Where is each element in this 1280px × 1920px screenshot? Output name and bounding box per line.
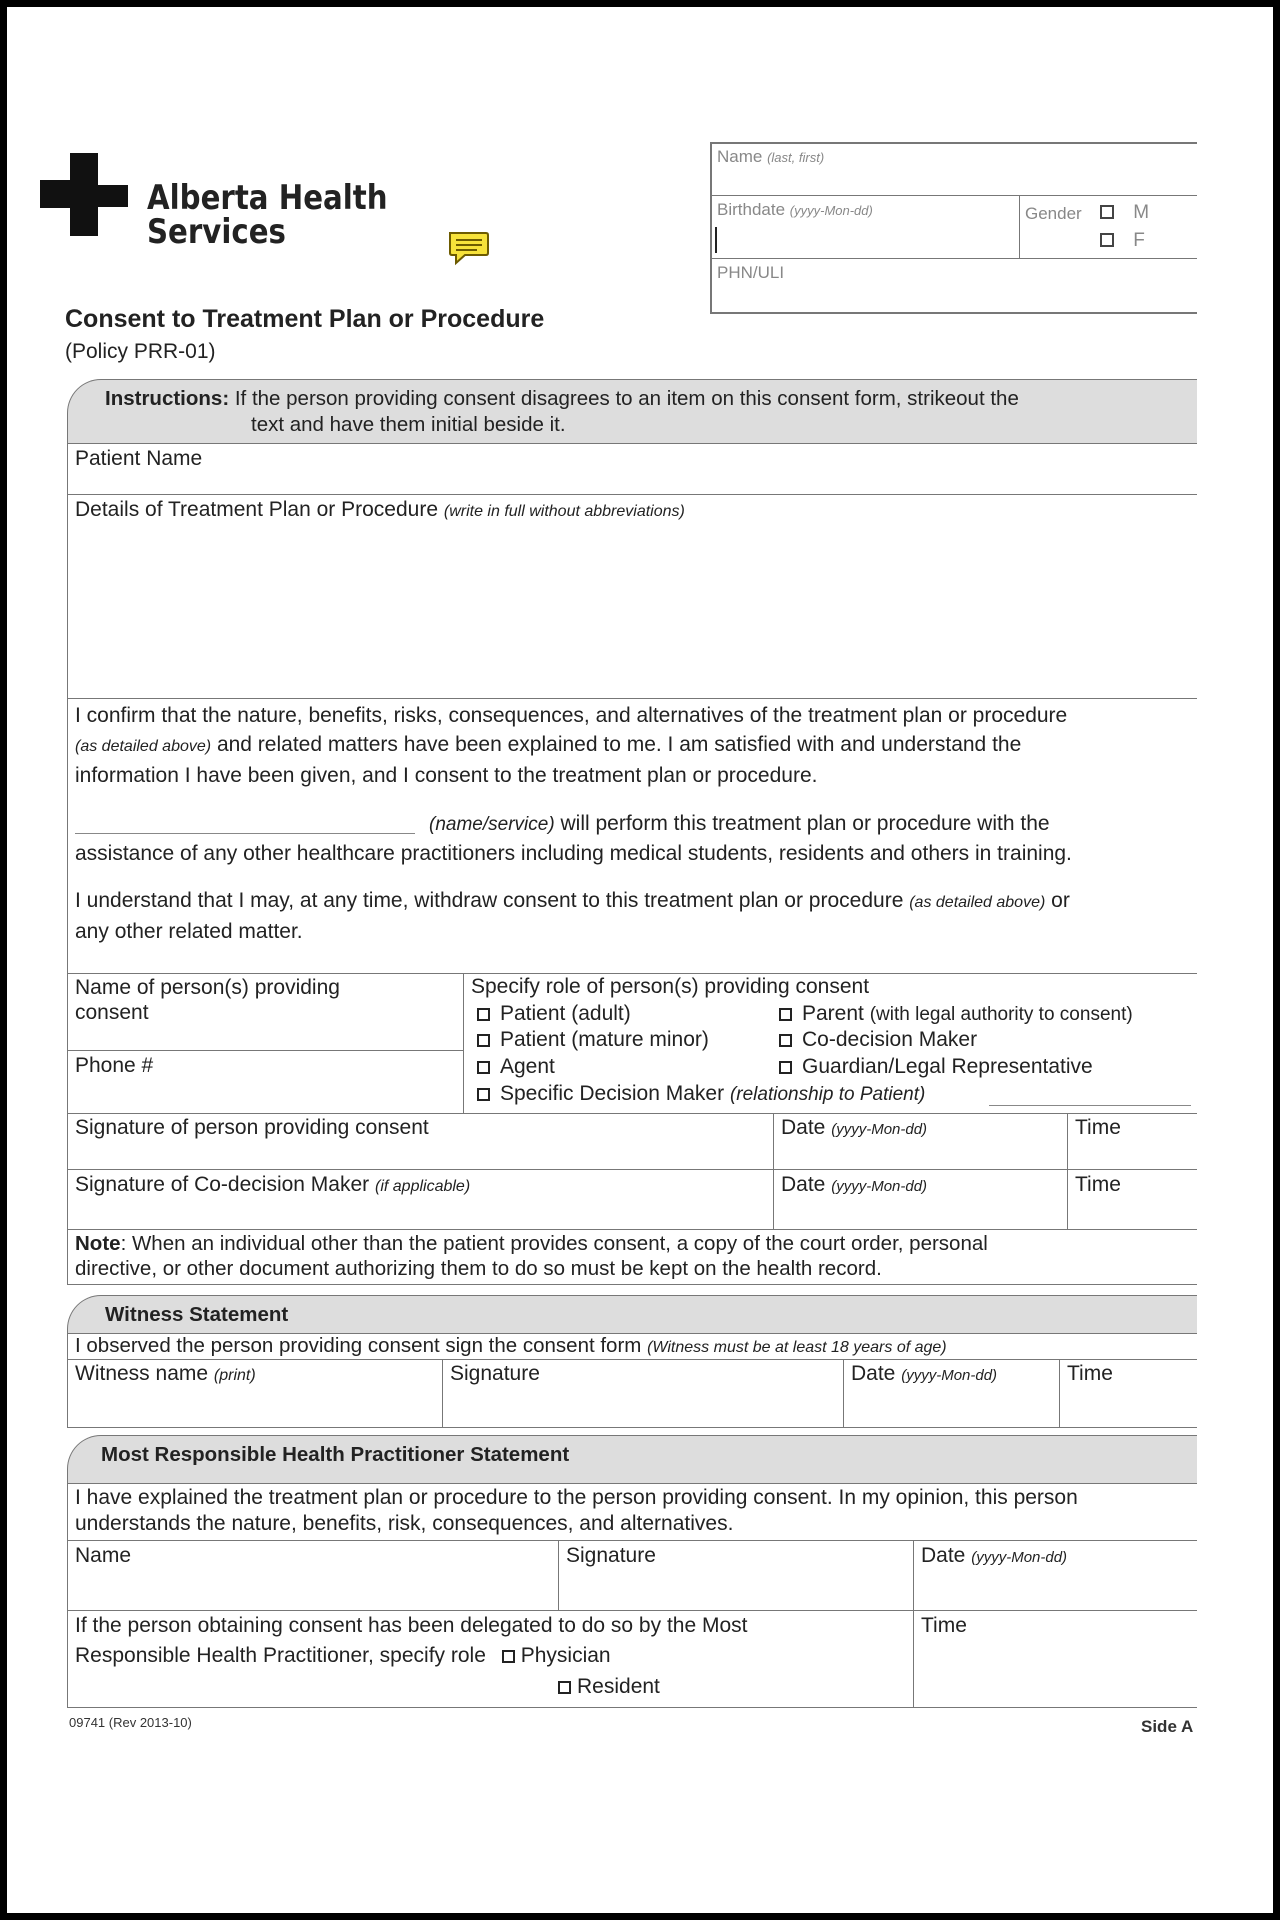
witness-date-hint: (yyyy-Mon-dd) [901, 1367, 998, 1384]
consent-name-line1: Name of person(s) providing [75, 976, 340, 999]
birthdate-label: Birthdate [717, 200, 786, 219]
gender-f-option[interactable] [1100, 230, 1145, 252]
role-specific-decision-maker[interactable] [477, 1082, 925, 1106]
side-label: Side A [1141, 1717, 1194, 1736]
mrhp-signature-field[interactable]: Signature [566, 1544, 656, 1567]
consent-signature-field[interactable]: Signature of person providing consent [75, 1116, 429, 1139]
delegated-line2: Responsible Health Practitioner, specify role [75, 1644, 486, 1667]
comment-icon[interactable] [447, 229, 489, 271]
withdraw-line2: any other related matter. [75, 920, 303, 943]
delegated-paragraph [75, 1611, 747, 1671]
phone-field[interactable]: Phone # [75, 1054, 154, 1077]
codecision-hint: (if applicable) [375, 1178, 471, 1195]
mrhp-name-field[interactable]: Name [75, 1544, 132, 1567]
instructions-line2: text and have them initial beside it. [251, 413, 566, 436]
date-hint: (yyyy-Mon-dd) [831, 1121, 928, 1138]
guardian-label: Guardian/Legal Representative [802, 1055, 1093, 1078]
confirm-line2: and related matters have been explained to me. I am satisfied with and understand the [216, 733, 1022, 756]
withdraw-paragraph [75, 886, 1070, 946]
note-paragraph [75, 1231, 988, 1281]
codecision-signature-field[interactable] [75, 1173, 470, 1197]
perform-paragraph [75, 809, 1072, 868]
gender-m-label: M [1133, 202, 1150, 223]
birthdate-hint: (yyyy-Mon-dd) [789, 203, 873, 218]
policy-code: (Policy PRR-01) [65, 340, 216, 363]
gender-f-checkbox[interactable] [1100, 233, 1114, 247]
confirmation-paragraph [75, 701, 1067, 790]
gender-f-label: F [1133, 230, 1145, 251]
resident-checkbox[interactable] [558, 1681, 571, 1694]
consent-time-field[interactable]: Time [1075, 1116, 1121, 1139]
specific-decision-maker-label: Specific Decision Maker [500, 1082, 725, 1105]
birthdate-field[interactable] [717, 200, 873, 220]
physician-option[interactable] [502, 1644, 611, 1667]
form-page [7, 7, 1273, 1913]
consent-date-field[interactable] [781, 1116, 927, 1140]
sdm-hint: (relationship to Patient) [729, 1084, 926, 1105]
name-label: Name [717, 147, 763, 166]
parent-hint: (with legal authority to consent) [869, 1004, 1133, 1025]
name-field[interactable] [717, 147, 824, 167]
patient-mature-minor-checkbox[interactable] [477, 1034, 490, 1047]
perform-hint: (name/service) [429, 814, 555, 835]
mrhp-line1: I have explained the treatment plan or procedure to the person providing consent. In my opinion, this person [75, 1486, 1078, 1509]
agent-checkbox[interactable] [477, 1061, 490, 1074]
physician-checkbox[interactable] [502, 1650, 515, 1663]
consent-person-name-field[interactable] [75, 975, 340, 1025]
date-hint: (yyyy-Mon-dd) [831, 1178, 928, 1195]
codecision-date-field[interactable] [781, 1173, 927, 1197]
patient-mature-minor-label: Patient (mature minor) [500, 1028, 709, 1051]
mrhp-date-hint: (yyyy-Mon-dd) [971, 1549, 1068, 1566]
role-patient-adult[interactable] [477, 1002, 631, 1026]
physician-label: Physician [520, 1644, 611, 1667]
role-patient-mature-minor[interactable] [477, 1028, 709, 1052]
consent-name-line2: consent [75, 1001, 149, 1024]
witness-observed [75, 1334, 947, 1358]
mrhp-line2: understands the nature, benefits, risk, consequences, and alternatives. [75, 1512, 734, 1535]
form-code: 09741 (Rev 2013-10) [69, 1715, 192, 1730]
gender-label: Gender [1025, 204, 1082, 223]
withdraw-or: or [1051, 889, 1070, 912]
witness-name-field[interactable] [75, 1362, 256, 1386]
co-decision-maker-label: Co-decision Maker [802, 1028, 978, 1051]
delegated-line1: If the person obtaining consent has been delegated to do so by the Most [75, 1614, 748, 1637]
instructions-label: Instructions: [105, 387, 230, 410]
details-hint: (write in full without abbreviations) [443, 503, 685, 520]
role-co-decision-maker[interactable] [779, 1028, 977, 1052]
details-label: Details of Treatment Plan or Procedure [75, 498, 439, 521]
mrhp-time-field[interactable]: Time [921, 1614, 967, 1637]
witness-name-label: Witness name [75, 1362, 209, 1385]
role-agent[interactable] [477, 1055, 555, 1079]
witness-observed-hint: (Witness must be at least 18 years of age) [647, 1339, 947, 1356]
witness-observed-text: I observed the person providing consent sign the consent form [75, 1334, 642, 1357]
co-decision-maker-checkbox[interactable] [779, 1034, 792, 1047]
sdm-relationship-line[interactable] [989, 1105, 1191, 1106]
role-parent[interactable] [779, 1002, 1133, 1026]
withdraw-line1: I understand that I may, at any time, withdraw consent to this treatment plan or procedure [75, 889, 904, 912]
mrhp-date-field[interactable] [921, 1544, 1067, 1568]
logo-text-line2: Services [147, 212, 286, 252]
note-label: Note [75, 1232, 121, 1255]
instructions-text [105, 386, 1019, 438]
details-field[interactable] [75, 498, 685, 522]
witness-heading: Witness Statement [105, 1303, 289, 1326]
specific-decision-maker-checkbox[interactable] [477, 1088, 490, 1101]
codecision-time-field[interactable]: Time [1075, 1173, 1121, 1196]
mrhp-paragraph [75, 1485, 1078, 1537]
logo-text [147, 178, 388, 252]
confirm-line2-hint: (as detailed above) [75, 738, 212, 755]
date-label: Date [781, 1173, 826, 1196]
mrhp-date-label: Date [921, 1544, 966, 1567]
agent-label: Agent [500, 1055, 555, 1078]
logo-text-line1: Alberta Health [147, 178, 388, 218]
witness-date-field[interactable] [851, 1362, 997, 1386]
text-cursor [715, 227, 717, 253]
patient-adult-checkbox[interactable] [477, 1008, 490, 1021]
page-title: Consent to Treatment Plan or Procedure [65, 305, 545, 333]
codecision-label: Signature of Co-decision Maker [75, 1173, 370, 1196]
instructions-line1: If the person providing consent disagrees to an item on this consent form, strikeout the [234, 387, 1019, 410]
resident-option[interactable] [558, 1675, 660, 1699]
name-hint: (last, first) [767, 150, 825, 165]
witness-time-field[interactable]: Time [1067, 1362, 1113, 1385]
parent-checkbox[interactable] [779, 1008, 792, 1021]
witness-name-hint: (print) [213, 1367, 256, 1384]
page-crop-mask [1197, 7, 1273, 1913]
resident-label: Resident [577, 1675, 660, 1698]
note-line1: : When an individual other than the patient provides consent, a copy of the court order, personal [120, 1232, 988, 1255]
parent-label: Parent [802, 1002, 864, 1025]
perform-line2: assistance of any other healthcare practitioners including medical students, residents and others in training. [75, 842, 1072, 865]
role-label: Specify role of person(s) providing consent [471, 975, 870, 998]
ahs-logo-icon [40, 153, 136, 249]
guardian-checkbox[interactable] [779, 1061, 792, 1074]
confirm-line1: I confirm that the nature, benefits, risks, consequences, and alternatives of the treatment plan or procedure [75, 704, 1068, 727]
phn-field[interactable]: PHN/ULI [717, 263, 785, 282]
perform-line1: will perform this treatment plan or procedure with the [560, 812, 1050, 835]
gender-m-checkbox[interactable] [1100, 205, 1114, 219]
role-guardian[interactable] [779, 1055, 1093, 1079]
patient-name-field[interactable]: Patient Name [75, 447, 203, 470]
withdraw-hint: (as detailed above) [909, 894, 1046, 911]
witness-signature-field[interactable]: Signature [450, 1362, 540, 1385]
gender-m-option[interactable] [1100, 202, 1149, 224]
confirm-line3: information I have been given, and I consent to the treatment plan or procedure. [75, 764, 818, 787]
patient-id-box [710, 142, 1273, 314]
date-label: Date [781, 1116, 826, 1139]
note-line2: directive, or other document authorizing them to do so must be kept on the health record. [75, 1257, 882, 1280]
patient-adult-label: Patient (adult) [500, 1002, 631, 1025]
witness-date-label: Date [851, 1362, 896, 1385]
mrhp-heading: Most Responsible Health Practitioner Statement [101, 1443, 570, 1466]
